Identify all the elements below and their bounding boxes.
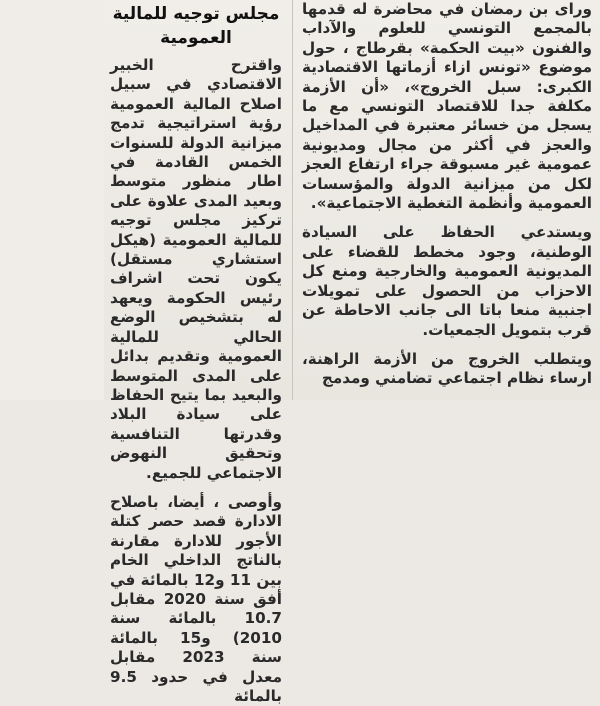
- section-heading: مجلس توجيه للمالية العمومية: [112, 4, 280, 48]
- article-paragraph: وأوصى ، أيضا، باصلاح الادارة قصد حصر كتلة الأجور للادارة مقارنة بالناتج الداخلي الخام بين 11 و12 بالمائة في أفق سنة 2020 مقابل 10.7 بالمائة سنة 2010) و15 بالمائة سنة 2023 مقابل معدل في حدود 9.5 بالمائة: [110, 492, 283, 705]
- article-paragraph: وراى بن رمضان في محاضرة له قدمها بالمجمع التونسي للعلوم والآداب والفنون «بيت الحكمة» بقرطاج ، حول موضوع «تونس ازاء أزماتها الاقتصادية الكبرى: سبل الخروج»، «أن الأزمة مكلفة جدا للاقتصاد التونسي مع ما يسجل من خسائر معتبرة في المداخيل والعجز في أكثر من مجال ومديونية عمومية غير مسبوقة جراء ارتفاع العجز لكل من ميزانية الدولة والمؤسسات العمومية وأنظمة التغطية الاجتماعية».: [302, 0, 592, 213]
- article-column-left: [110, 0, 283, 705]
- page-margin: [0, 0, 104, 400]
- column-divider: [292, 0, 293, 400]
- article-paragraph: ويتطلب الخروج من الأزمة الراهنة، ارساء نظام اجتماعي تضامني ومدمج: [302, 349, 592, 388]
- article-column-right: [302, 0, 592, 400]
- article-paragraph: واقترح الخبير الاقتصادي في سبيل اصلاح المالية العمومية رؤية استراتيجية تدمج ميزانية الدولة للسنوات الخمس القادمة في اطار منظور متوسط وبعيد المدى علاوة على تركيز مجلس توجيه للمالية العمومية (هيكل استشاري مستقل) يكون تحت اشراف رئيس الحكومة ويعهد له بتشخيص الوضع الحالي للمالية العمومية وتقديم بدائل على المدى المتوسط والبعيد بما يتيح الحفاظ على سيادة البلاد وقدرتها التنافسية وتحقيق النهوض الاجتماعي للجميع.: [110, 56, 282, 482]
- article-paragraph: ويستدعي الحفاظ على السيادة الوطنية، وجود مخطط للقضاء على المديونية العمومية والخارجية ومنع كل الاحزاب من الحصول على تمويلات اجنبية منعا باتا الى جانب الاحاطة عن قرب بتمويل الجمعيات.: [302, 223, 592, 339]
